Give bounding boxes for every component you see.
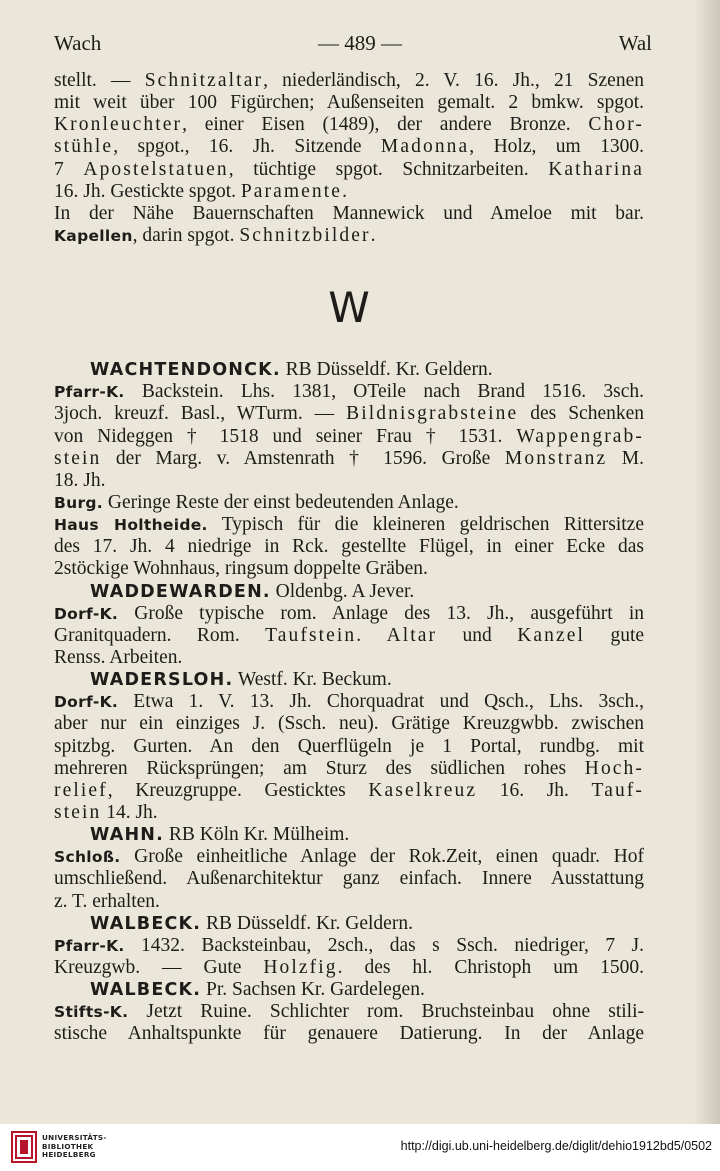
text-segment: . des hl. Christoph um 1500.	[337, 956, 644, 978]
text-segment: relief	[54, 779, 108, 801]
text-segment: Apostelstatuen	[83, 158, 229, 180]
body-text	[54, 70, 644, 1045]
text-segment: aber nur ein einziges J. (Ssch. neu). Grätige Kreuzgwbb. zwischen	[54, 713, 644, 735]
text-segment: Kreuzgwb. — Gute	[54, 956, 264, 978]
building-label: Pfarr-K.	[54, 936, 125, 955]
running-head-left: Wach	[54, 31, 102, 55]
building-label: Burg.	[54, 493, 103, 512]
page-number: — 489 —	[318, 31, 402, 55]
place-heading: WADDEWARDEN.	[90, 581, 271, 602]
section-letter: W	[328, 283, 370, 333]
text-segment: Oldenbg. A Jever.	[270, 580, 415, 602]
text-segment: Madonna	[380, 136, 470, 158]
text-segment: 18. Jh.	[54, 469, 106, 491]
library-name-line: BIBLIOTHEK	[42, 1141, 94, 1151]
text-segment: 16. Jh. Gestickte spgot.	[54, 180, 241, 202]
text-line	[54, 669, 644, 691]
text-segment: Große typische rom. Anlage des 13. Jh., ausgeführt in	[118, 602, 644, 624]
text-segment: 3joch. kreuzf. Basl., WTurm. —	[54, 403, 347, 425]
text-segment: M.	[607, 447, 645, 469]
text-segment: Kronleuchter	[54, 114, 183, 136]
text-segment: Taufstein	[265, 624, 357, 646]
text-line	[54, 558, 644, 580]
text-line	[54, 92, 644, 114]
text-segment: RB Düsseldf. Kr. Geldern.	[201, 912, 413, 934]
text-segment: umschließend. Außenarchitektur ganz einfach. Innere Ausstattung	[54, 868, 644, 890]
place-heading: WADERSLOH.	[90, 670, 234, 691]
text-line	[54, 70, 644, 92]
text-segment: .	[370, 224, 376, 246]
text-line	[54, 758, 644, 780]
text-line	[54, 181, 644, 203]
entries-block	[54, 359, 644, 1045]
text-segment: Holzfig	[263, 956, 338, 978]
text-line	[54, 470, 644, 492]
text-line	[54, 979, 644, 1001]
text-line	[54, 159, 644, 181]
text-line	[54, 403, 644, 425]
text-segment: Kaselkreuz	[368, 779, 478, 801]
text-line	[54, 381, 644, 403]
text-segment: stein	[54, 447, 102, 469]
text-segment: Granitquadern. Rom.	[54, 624, 266, 646]
text-line	[54, 225, 644, 247]
text-segment: des Schenken	[518, 403, 644, 425]
text-segment: von Nideggen † 1518 und seiner Frau † 1531.	[54, 425, 517, 447]
text-segment: Backstein. Lhs. 1381, OTeile nach Brand 1516. 3sch.	[124, 381, 644, 403]
text-segment: Pr. Sachsen Kr. Gardelegen.	[201, 979, 425, 1001]
building-label: Schloß.	[54, 848, 121, 867]
text-line	[54, 824, 644, 846]
text-line	[54, 802, 644, 824]
library-name-line: UNIVERSITÄTS-	[42, 1133, 107, 1142]
text-segment: , tüchtige spgot. Schnitzarbeiten.	[228, 158, 549, 180]
text-segment: stein	[54, 801, 102, 823]
text-segment: Große einheitliche Anlage der Rok.Zeit, einen quadr. Hof	[120, 846, 644, 868]
footer-bar	[0, 1124, 720, 1171]
text-segment: Schnitzbilder	[239, 224, 371, 246]
text-segment: 7	[54, 158, 84, 180]
text-line	[54, 780, 644, 802]
page-edge-shadow	[694, 0, 720, 1130]
text-line	[54, 957, 644, 979]
text-segment: mehreren Rücksprüngen; am Sturz des südlichen rohes	[54, 757, 585, 779]
place-heading: WALBECK.	[90, 980, 202, 1001]
text-segment: Geringe Reste der einst bedeutenden Anlage.	[102, 491, 459, 513]
building-label: Kapellen	[54, 226, 133, 245]
text-segment: Typisch für die kleineren geldrischen Rittersitze	[207, 514, 644, 536]
text-segment: und	[437, 624, 518, 646]
text-segment: Westf. Kr. Beckum.	[233, 669, 392, 691]
text-line	[54, 1001, 644, 1023]
text-segment: Etwa 1. V. 13. Jh. Chorquadrat und Qsch., Lhs. 3sch.,	[118, 691, 644, 713]
building-label: Haus Holtheide.	[54, 516, 208, 535]
text-line	[54, 625, 644, 647]
text-segment: , Holz, um 1300.	[469, 136, 644, 158]
place-heading: WACHTENDONCK.	[90, 360, 281, 381]
text-segment: In der Nähe Bauernschaften Mannewick und Ameloe mit bar.	[54, 202, 644, 224]
text-segment: gute	[585, 624, 645, 646]
text-line	[54, 448, 644, 470]
text-segment: Altar	[386, 624, 438, 646]
text-line	[54, 536, 644, 558]
text-segment: Katharina	[548, 158, 644, 180]
text-segment: Hoch-	[584, 757, 644, 779]
text-line	[54, 603, 644, 625]
text-segment: stische Anhaltspunkte für genauere Datierung. In der Anlage	[54, 1023, 644, 1045]
building-label: Dorf-K.	[54, 693, 119, 712]
text-segment: .	[342, 180, 347, 202]
building-label: Dorf-K.	[54, 604, 119, 623]
text-line	[54, 581, 644, 603]
text-line	[54, 492, 644, 514]
text-line	[54, 136, 644, 158]
text-segment: Bildnisgrabsteine	[346, 403, 519, 425]
text-segment: Jetzt Ruine. Schlichter rom. Bruchsteinbau ohne stili-	[128, 1001, 644, 1023]
text-segment: 16. Jh.	[477, 779, 592, 801]
text-segment: 2stöckige Wohnhaus, ringsum doppelte Gräben.	[54, 558, 428, 580]
library-name-line: HEIDELBERG	[42, 1150, 96, 1160]
text-segment: des 17. Jh. 4 niedrige in Rck. gestellte Flügel, in einer Ecke das	[54, 536, 644, 558]
place-heading: WALBECK.	[90, 913, 202, 934]
text-line	[54, 114, 644, 136]
text-segment: Paramente	[240, 180, 343, 202]
building-label: Stifts-K.	[54, 1003, 129, 1022]
building-label: Pfarr-K.	[54, 383, 125, 402]
text-segment: z. T. erhalten.	[54, 890, 160, 912]
text-line	[54, 647, 644, 669]
text-segment: Monstranz	[504, 447, 608, 469]
text-segment: , Kreuzgruppe. Gesticktes	[107, 779, 369, 801]
text-line	[54, 426, 644, 448]
text-segment: 14. Jh.	[101, 801, 158, 823]
text-line	[54, 203, 644, 225]
text-segment: Tauf-	[591, 779, 644, 801]
text-segment: stellt. —	[54, 70, 145, 91]
text-line	[54, 846, 644, 868]
text-segment: RB Köln Kr. Mülheim.	[164, 824, 350, 846]
text-segment: RB Düsseldf. Kr. Geldern.	[280, 359, 493, 381]
university-library-logo-icon	[9, 1129, 39, 1165]
text-segment: spitzbg. Gurten. An den Querflügeln je 1 Portal, rundbg. mit	[54, 735, 644, 757]
text-line	[54, 359, 644, 381]
text-segment: Kanzel	[517, 624, 586, 646]
source-url-link[interactable]: http://digi.ub.uni-heidelberg.de/diglit/dehio1912bd5/0502	[400, 1139, 712, 1153]
place-heading: WAHN.	[90, 825, 165, 846]
continuation-block	[54, 70, 644, 247]
text-line	[54, 736, 644, 758]
library-name	[42, 1134, 107, 1160]
text-segment: mit weit über 100 Figürchen; Außenseiten gemalt. 2 bmkw. spgot.	[54, 92, 644, 114]
text-segment: Wappengrab-	[516, 425, 644, 447]
text-segment: Chor-	[588, 114, 644, 136]
text-segment: Schnitzaltar	[144, 70, 264, 91]
text-line	[54, 514, 644, 536]
text-segment: , einer Eisen (1489), der andere Bronze.	[182, 114, 589, 136]
text-segment: Renss. Arbeiten.	[54, 646, 183, 668]
running-head-right: Wal	[618, 31, 652, 55]
text-segment: , niederländisch, 2. V. 16. Jh., 21 Szenen	[263, 70, 644, 91]
text-line	[54, 868, 644, 890]
text-segment: stühle	[54, 136, 114, 158]
text-segment: der Marg. v. Amstenrath † 1596. Große	[101, 447, 505, 469]
text-line	[54, 713, 644, 735]
text-segment: , darin spgot.	[132, 224, 240, 246]
text-segment: .	[356, 624, 387, 646]
text-line	[54, 891, 644, 913]
text-segment: 1432. Backsteinbau, 2sch., das s Ssch. niedriger, 7 J.	[124, 934, 644, 956]
text-line	[54, 935, 644, 957]
text-segment: , spgot., 16. Jh. Sitzende	[113, 136, 381, 158]
text-line	[54, 913, 644, 935]
text-line	[54, 691, 644, 713]
text-line	[54, 1023, 644, 1045]
